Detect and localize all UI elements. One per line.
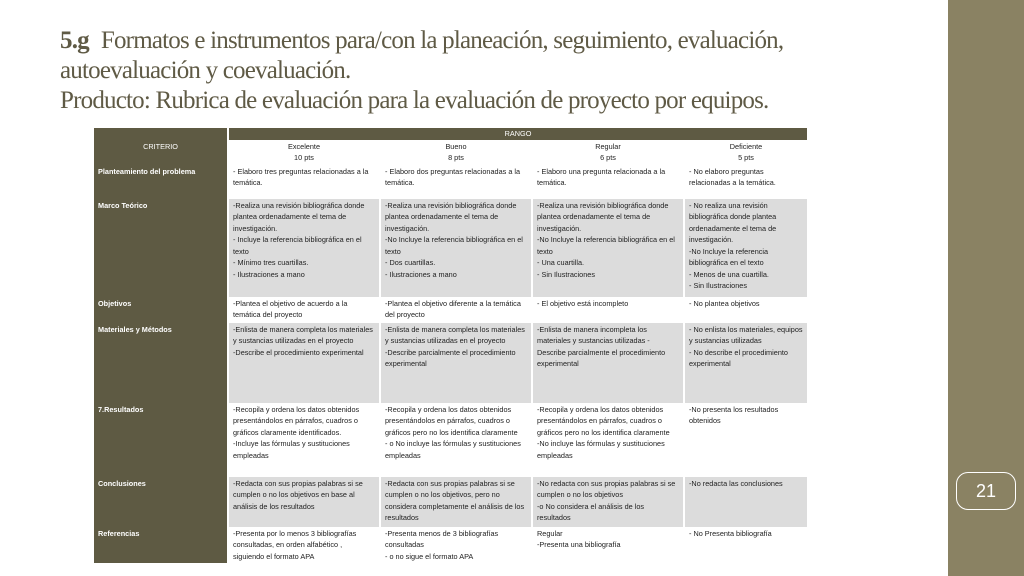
criterion-cell: Conclusiones — [94, 477, 228, 527]
level-points: 6 pts — [600, 153, 616, 162]
rubric-cell: -No redacta con sus propias palabras si se cumplen o no los objetivos -o No considera el análisis de los resultados — [532, 477, 684, 527]
rubric-cell: -Plantea el objetivo diferente a la temática del proyecto — [380, 297, 532, 323]
criterion-cell: Marco Teórico — [94, 199, 228, 297]
level-name: Bueno — [445, 141, 467, 151]
rubric-cell: - No enlista los materiales, equipos y sustancias utilizadas - No describe el procedimiento experimental — [684, 323, 808, 403]
rubric-cell: -Realiza una revisión bibliográfica donde plantea ordenadamente el tema de investigación. - Incluye la referencia bibliográfica en el texto - Mínimo tres cuartillas. - Ilustraciones a mano — [228, 199, 380, 297]
rubric-cell: -Enlista de manera completa los materiales y sustancias utilizadas en el proyecto -Describe parcialmente el procedimiento experimental — [380, 323, 532, 403]
table-row — [94, 199, 808, 297]
range-header: RANGO — [228, 128, 808, 140]
rubric-cell: -Plantea el objetivo de acuerdo a la temática del proyecto — [228, 297, 380, 323]
slide-title — [60, 26, 940, 116]
table-row — [94, 403, 808, 477]
title-line-1: Formatos e instrumentos para/con la planeación, seguimiento, evaluación, — [100, 27, 784, 54]
level-points: 10 pts — [294, 153, 314, 162]
rubric-cell: - No elaboro preguntas relacionadas a la temática. — [684, 165, 808, 199]
level-header-deficiente — [684, 140, 808, 165]
rubric-cell: -Enlista de manera completa los materiales y sustancias utilizadas en el proyecto -Describe el procedimiento experimental — [228, 323, 380, 403]
rubric-cell: -Realiza una revisión bibliográfica donde plantea ordenadamente el tema de investigación. -No Incluye la referencia bibliográfica en el texto - Dos cuartillas. - Ilustraciones a mano — [380, 199, 532, 297]
rubric-cell: - No Presenta bibliografía — [684, 527, 808, 564]
table-row — [94, 323, 808, 403]
page-number-badge: 21 — [956, 472, 1016, 510]
rubric-cell: - No plantea objetivos — [684, 297, 808, 323]
level-points: 5 pts — [738, 153, 754, 162]
title-line-2: autoevaluación y coevaluación. — [60, 57, 351, 84]
rubric-cell: -No redacta las conclusiones — [684, 477, 808, 527]
rubric-cell: -Recopila y ordena los datos obtenidos presentándolos en párrafos, cuadros o gráficos pero no los identifica claramente -No incluye las fórmulas y sustituciones empleadas — [532, 403, 684, 477]
rubric-cell: -Presenta por lo menos 3 bibliografías consultadas, en orden alfabético , siguiendo el formato APA — [228, 527, 380, 564]
table-row — [94, 165, 808, 199]
rubric-cell: Regular -Presenta una bibliografía — [532, 527, 684, 564]
rubric-table — [94, 128, 809, 563]
table-row — [94, 477, 808, 527]
level-name: Regular — [595, 141, 621, 151]
rubric-cell: - Elaboro tres preguntas relacionadas a la temática. — [228, 165, 380, 199]
rubric-cell: -Recopila y ordena los datos obtenidos presentándolos en párrafos, cuadros o gráficos claramente identificados. -Incluye las fórmulas y sustituciones empleadas — [228, 403, 380, 477]
rubric-cell: -Enlista de manera incompleta los materiales y sustancias utilizadas - Describe parcialmente el procedimiento experimental — [532, 323, 684, 403]
title-number: 5.g — [60, 27, 89, 54]
level-name: Excelente — [287, 141, 321, 151]
level-header-bueno — [380, 140, 532, 165]
title-line-3: Producto: Rubrica de evaluación para la evaluación de proyecto por equipos. — [60, 87, 769, 114]
level-points: 8 pts — [448, 153, 464, 162]
rubric-cell: -Redacta con sus propias palabras si se cumplen o no los objetivos en base al análisis de los resultados — [228, 477, 380, 527]
level-header-excelente — [228, 140, 380, 165]
rubric-cell: -No presenta los resultados obtenidos — [684, 403, 808, 477]
level-header-regular — [532, 140, 684, 165]
criterion-header: CRITERIO — [94, 128, 228, 165]
criterion-cell: Referencias — [94, 527, 228, 564]
criterion-cell: Planteamiento del problema — [94, 165, 228, 199]
rubric-cell: -Realiza una revisión bibliográfica donde plantea ordenadamente el tema de investigación. -No Incluye la referencia bibliográfica en el texto - Una cuartilla. - Sin Ilustraciones — [532, 199, 684, 297]
table-row — [94, 527, 808, 564]
rubric-cell: -Recopila y ordena los datos obtenidos presentándolos en párrafos, cuadros o gráficos pero no los identifica claramente - o No incluye las fórmulas y sustituciones empleadas — [380, 403, 532, 477]
criterion-cell: 7.Resultados — [94, 403, 228, 477]
table-row — [94, 297, 808, 323]
rubric-cell: - El objetivo está incompleto — [532, 297, 684, 323]
rubric-cell: -Redacta con sus propias palabras si se cumplen o no los objetivos, pero no considera completamente el análisis de los resultados — [380, 477, 532, 527]
level-name: Deficiente — [729, 141, 763, 151]
rubric-cell: - Elaboro una pregunta relacionada a la temática. — [532, 165, 684, 199]
rubric-cell: - Elaboro dos preguntas relacionadas a la temática. — [380, 165, 532, 199]
criterion-cell: Materiales y Métodos — [94, 323, 228, 403]
rubric-cell: -Presenta menos de 3 bibliografías consultadas - o no sigue el formato APA — [380, 527, 532, 564]
rubric-cell: - No realiza una revisión bibliográfica donde plantea ordenadamente el tema de investigación. -No Incluye la referencia bibliográfica en el texto - Menos de una cuartilla. - Sin Ilustraciones — [684, 199, 808, 297]
criterion-cell: Objetivos — [94, 297, 228, 323]
